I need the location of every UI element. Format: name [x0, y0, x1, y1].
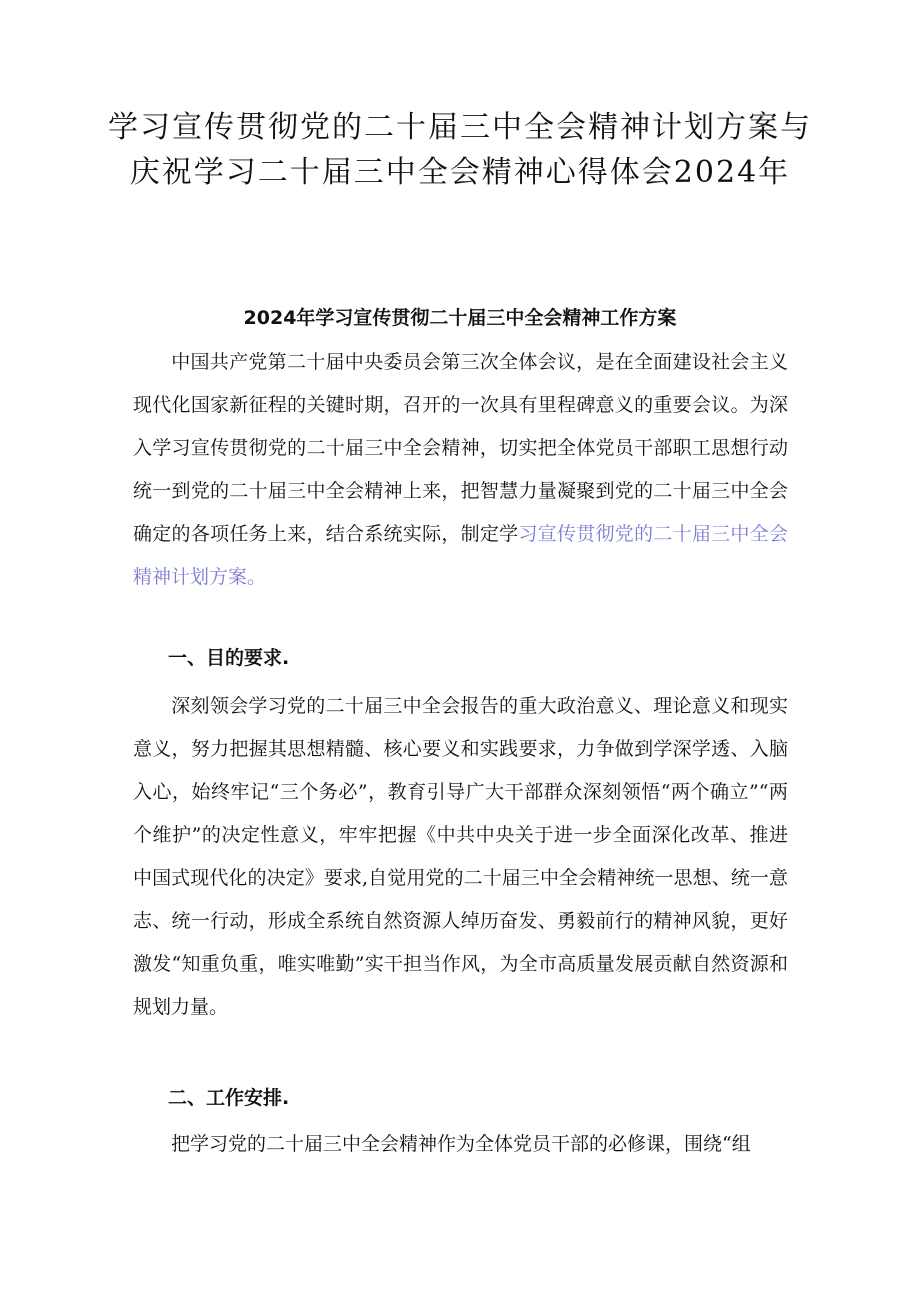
- document-title-line-2: 庆祝学习二十届三中全会精神心得体会2024年: [129, 155, 791, 190]
- document-subtitle: 2024年学习宣传贯彻二十届三中全会精神工作方案: [243, 307, 677, 329]
- purpose-text: 深刻领会学习党的二十届三中全会报告的重大政治意义、理论意义和现实意义，努力把握其思想精髓、核心要义和实践要求，力争做到学深学透、入脑入心，始终牢记“三个务必”，教育引导广大干部群众深刻领悟“两个确立”“两个维护”的决定性意义，牢牢把握《中共中央关于进一步全面深化改革、推进中国式现代化的决定》要求,自觉用党的二十届三中全会精神统一思想、统一意志、统一行动，形成全系统自然资源人绰历奋发、勇毅前行的精神风貌，更好激发“知重负重，唯实唯勤”实干担当作风，为全市高质量发展贡献自然资源和规划力量。: [133, 695, 788, 1018]
- arrangement-text: 把学习党的二十届三中全会精神作为全体党员干部的必修课，围绕“组: [171, 1133, 751, 1155]
- plan-link[interactable]: 习宣传贯彻党的二十届三中全会精神计划方案。: [133, 523, 788, 588]
- intro-paragraph: [133, 341, 788, 599]
- section-heading-arrangement: 二、工作安排.: [168, 1087, 290, 1109]
- section-heading-purpose: 一、目的要求.: [168, 647, 290, 669]
- arrangement-paragraph: [133, 1123, 788, 1166]
- purpose-paragraph: [133, 685, 788, 1029]
- intro-text: 中国共产党第二十届中央委员会第三次全体会议，是在全面建设社会主义现代化国家新征程的关键时期，召开的一次具有里程碑意义的重要会议。为深入学习宣传贯彻党的二十届三中全会精神，切实把全体党员干部职工思想行动统一到党的二十届三中全会精神上来，把智慧力量凝聚到党的二十届三中全会确定的各项任务上来，结合系统实际，制定学: [133, 351, 788, 545]
- document-title-line-1: 学习宣传贯彻党的二十届三中全会精神计划方案与: [108, 110, 812, 145]
